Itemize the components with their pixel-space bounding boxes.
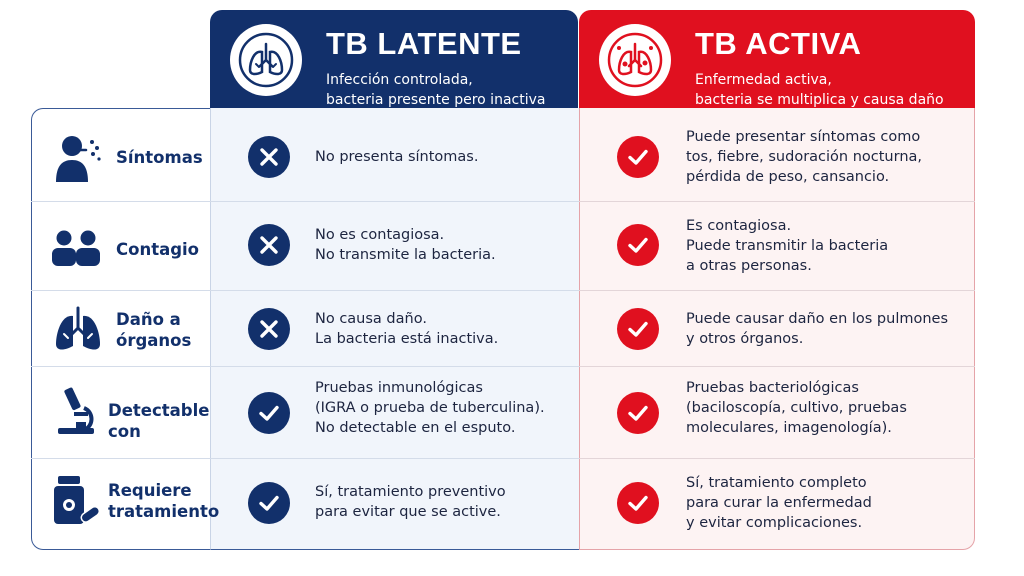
infected-lungs-icon (599, 24, 671, 96)
row-divider (31, 290, 579, 291)
latent-sintomas-text: No presenta síntomas. (315, 149, 479, 165)
row-label-detectable: Detectable con (108, 401, 210, 441)
cross-icon (248, 308, 290, 350)
row-divider (579, 458, 975, 459)
microscope-icon (50, 386, 102, 438)
check-icon (617, 224, 659, 266)
row-label-tratamiento: Requiere tratamiento (108, 481, 220, 521)
latent-tb-header (210, 10, 578, 108)
check-icon (617, 308, 659, 350)
row-label-sintomas: Síntomas (116, 147, 203, 167)
check-icon (617, 482, 659, 524)
people-icon (50, 222, 102, 274)
row-divider (31, 366, 579, 367)
check-icon (248, 482, 290, 524)
latent-tratamiento-text: Sí, tratamiento preventivo para evitar que se active. (315, 484, 506, 520)
lungs-icon (230, 24, 302, 96)
active-tb-title: TB ACTIVA (695, 26, 862, 61)
medicine-bottle-icon (50, 474, 102, 526)
row-label-dano-organos: Daño a órganos (116, 310, 192, 350)
active-tratamiento-text: Sí, tratamiento completo para curar la enfermedad y evitar complicaciones. (686, 475, 872, 531)
latent-dano-text: No causa daño. La bacteria está inactiva. (315, 311, 499, 347)
row-divider (31, 458, 579, 459)
row-divider (579, 366, 975, 367)
row-label-contagio: Contagio (116, 239, 200, 259)
latent-tb-title: TB LATENTE (326, 26, 522, 61)
latent-contagio-text: No es contagiosa. No transmite la bacteria. (315, 227, 496, 263)
row-divider (579, 201, 975, 202)
cross-icon (248, 224, 290, 266)
active-tb-subtitle: Enfermedad activa, bacteria se multiplica y causa daño (695, 72, 944, 108)
latent-tb-subtitle: Infección controlada, bacteria presente pero inactiva (326, 72, 546, 108)
coughing-person-icon (52, 132, 104, 184)
check-icon (617, 136, 659, 178)
latent-detectable-text: Pruebas inmunológicas (IGRA o prueba de tuberculina). No detectable en el esputo. (315, 380, 545, 436)
cross-icon (248, 136, 290, 178)
row-divider (579, 290, 975, 291)
active-dano-text: Puede causar daño en los pulmones y otros órganos. (686, 311, 949, 347)
lungs-icon (52, 304, 104, 356)
check-icon (617, 392, 659, 434)
row-divider (31, 201, 579, 202)
active-tb-header (579, 10, 975, 108)
active-sintomas-text: Puede presentar síntomas como tos, fiebre, sudoración nocturna, pérdida de peso, cansancio. (686, 129, 923, 185)
active-detectable-text: Pruebas bacteriológicas (baciloscopía, cultivo, pruebas moleculares, imagenología). (686, 380, 907, 436)
active-contagio-text: Es contagiosa. Puede transmitir la bacteria a otras personas. (686, 218, 889, 274)
check-icon (248, 392, 290, 434)
